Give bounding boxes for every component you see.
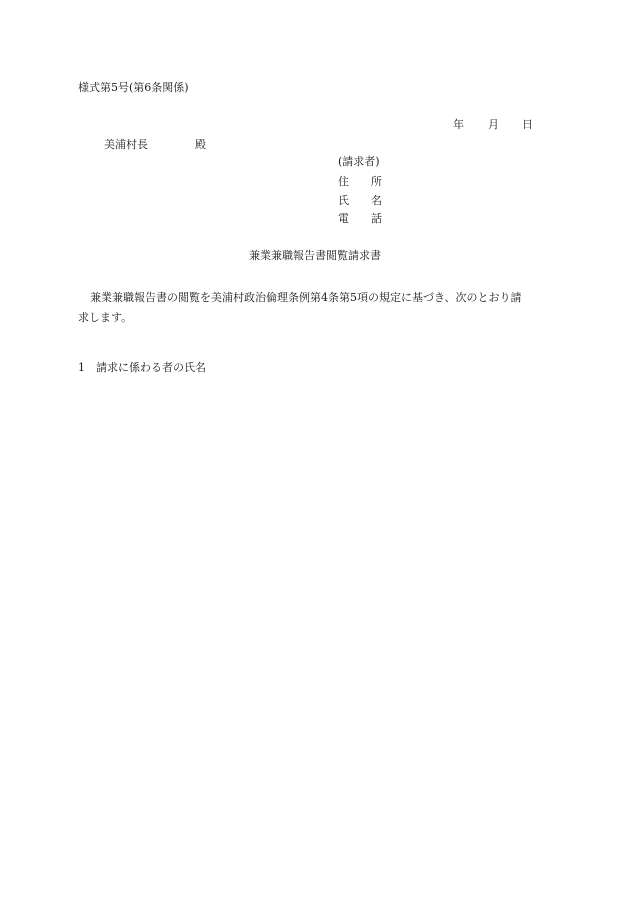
requester-address-field xyxy=(338,176,382,187)
date-year-label: 年 xyxy=(453,118,464,131)
addressee-honorific: 殿 xyxy=(195,138,206,151)
date-day-label: 日 xyxy=(522,118,533,131)
field-label-char: 名 xyxy=(371,194,382,207)
field-label-char: 電 xyxy=(338,212,349,225)
form-number: 様式第5号(第6条関係) xyxy=(78,81,189,94)
requester-name-field xyxy=(338,195,382,206)
list-item xyxy=(78,362,206,373)
list-item-text: 請求に係わる者の氏名 xyxy=(96,361,206,374)
requester-label: (請求者) xyxy=(338,155,380,168)
document-body xyxy=(78,288,548,328)
body-text-line: 求します。 xyxy=(78,311,133,324)
list-item-number: 1 xyxy=(78,361,85,374)
date-month-label: 月 xyxy=(488,118,499,131)
body-text-line: 兼業兼職報告書の閲覧を美浦村政治倫理条例第4条第5項の規定に基づき、次のとおり請 xyxy=(90,291,522,304)
field-label-char: 住 xyxy=(338,175,349,188)
field-label-char: 氏 xyxy=(338,194,349,207)
field-label-char: 話 xyxy=(371,212,382,225)
requester-phone-field xyxy=(338,213,382,224)
field-label-char: 所 xyxy=(371,175,382,188)
addressee-name: 美浦村長 xyxy=(104,138,148,151)
document-title: 兼業兼職報告書閲覧請求書 xyxy=(249,249,381,262)
